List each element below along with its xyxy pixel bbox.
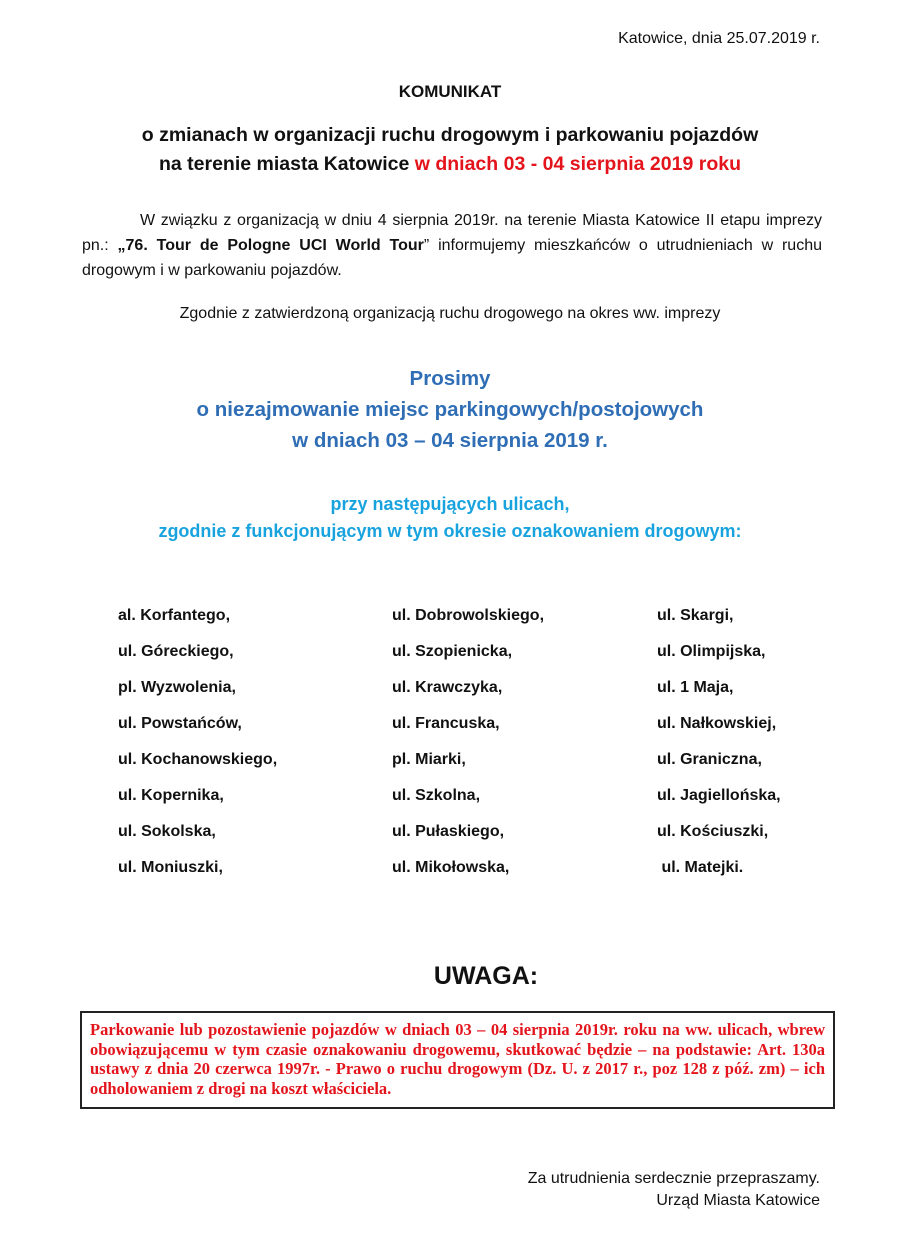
street-item: ul. Szopienicka,: [392, 643, 513, 660]
street-item: pl. Miarki,: [392, 751, 466, 768]
warning-box: Parkowanie lub pozostawienie pojazdów w dniach 03 – 04 sierpnia 2019r. roku na ww. ulicach, wbrew obowiązującemu w tym czasie oznakowaniu drogowemu, skutkować będzie – na podstawie: Art. 130a ustawy z dnia 20 czerwca 1997r. - Prawo o ruchu drogowym (Dz. U. z 2017 r., poz 128 z póź. zm) – ich odholowaniem z drogi na koszt właściciela.: [80, 1011, 835, 1109]
street-item: ul. Kochanowskiego,: [118, 751, 278, 768]
street-item: ul. Moniuszki,: [118, 859, 223, 876]
street-item: ul. Nałkowskiej,: [657, 715, 777, 732]
street-item: ul. Olimpijska,: [657, 643, 766, 660]
street-item: ul. Krawczyka,: [392, 679, 503, 696]
street-column-3: [657, 598, 781, 886]
document-subtitle: [0, 121, 900, 179]
request-line-3: w dniach 03 – 04 sierpnia 2019 r.: [292, 429, 608, 452]
street-item: ul. Kopernika,: [118, 787, 224, 804]
street-column-2: [392, 598, 544, 886]
street-item: ul. Szkolna,: [392, 787, 481, 804]
street-item: ul. 1 Maja,: [657, 679, 734, 696]
intro-text-2: ” informujemy mieszkańców o utrudnieniach w ruchu drogowym i w parkowaniu pojazdów.: [82, 237, 822, 279]
intro-paragraph: [82, 208, 822, 283]
street-item: ul. Mikołowska,: [392, 859, 510, 876]
event-name: „76. Tour de Pologne UCI World Tour: [117, 237, 424, 254]
subtitle-line-1: o zmianach w organizacji ruchu drogowym i parkowaniu pojazdów: [141, 124, 759, 146]
street-item: ul. Graniczna,: [657, 751, 762, 768]
street-item: al. Korfantego,: [118, 607, 231, 624]
date-line: Katowice, dnia 25.07.2019 r.: [618, 30, 820, 47]
street-item: ul. Dobrowolskiego,: [392, 607, 545, 624]
street-column-1: [118, 598, 277, 886]
street-item: ul. Pułaskiego,: [392, 823, 505, 840]
streets-intro: [0, 491, 900, 545]
apology-text: Za utrudnienia serdecznie przepraszamy.: [527, 1170, 820, 1187]
request-line-1: Prosimy: [409, 367, 491, 390]
street-item: ul. Powstańców,: [118, 715, 242, 732]
parking-request: [0, 363, 900, 456]
street-item: ul. Skargi,: [657, 607, 734, 624]
streets-intro-line-1: przy następujących ulicach,: [330, 494, 570, 514]
signature: Urząd Miasta Katowice: [656, 1192, 820, 1209]
footer: [528, 1168, 820, 1212]
warning-heading: UWAGA:: [433, 962, 539, 990]
intro-text-1: W związku z organizacją w dniu 4 sierpnia 2019r. na terenie Miasta Katowice II etapu imprezy pn.:: [82, 212, 822, 254]
street-item: ul. Kościuszki,: [657, 823, 769, 840]
intro-paragraph-2: Zgodnie z zatwierdzoną organizacją ruchu drogowego na okres ww. imprezy: [179, 305, 721, 322]
subtitle-location: na terenie miasta Katowice: [158, 153, 415, 175]
street-item: ul. Góreckiego,: [118, 643, 234, 660]
subtitle-line-2: [0, 150, 900, 179]
street-item: ul. Sokolska,: [118, 823, 216, 840]
streets-intro-line-2: zgodnie z funkcjonującym w tym okresie oznakowaniem drogowym:: [158, 521, 742, 541]
street-item: ul. Francuska,: [392, 715, 500, 732]
street-item: ul. Matejki.: [657, 859, 744, 876]
street-item: pl. Wyzwolenia,: [118, 679, 236, 696]
subtitle-dates: w dniach 03 - 04 sierpnia 2019 roku: [414, 153, 741, 175]
street-item: ul. Jagiellońska,: [657, 787, 781, 804]
request-line-2: o niezajmowanie miejsc parkingowych/postojowych: [196, 398, 704, 421]
document-title: KOMUNIKAT: [398, 82, 502, 101]
